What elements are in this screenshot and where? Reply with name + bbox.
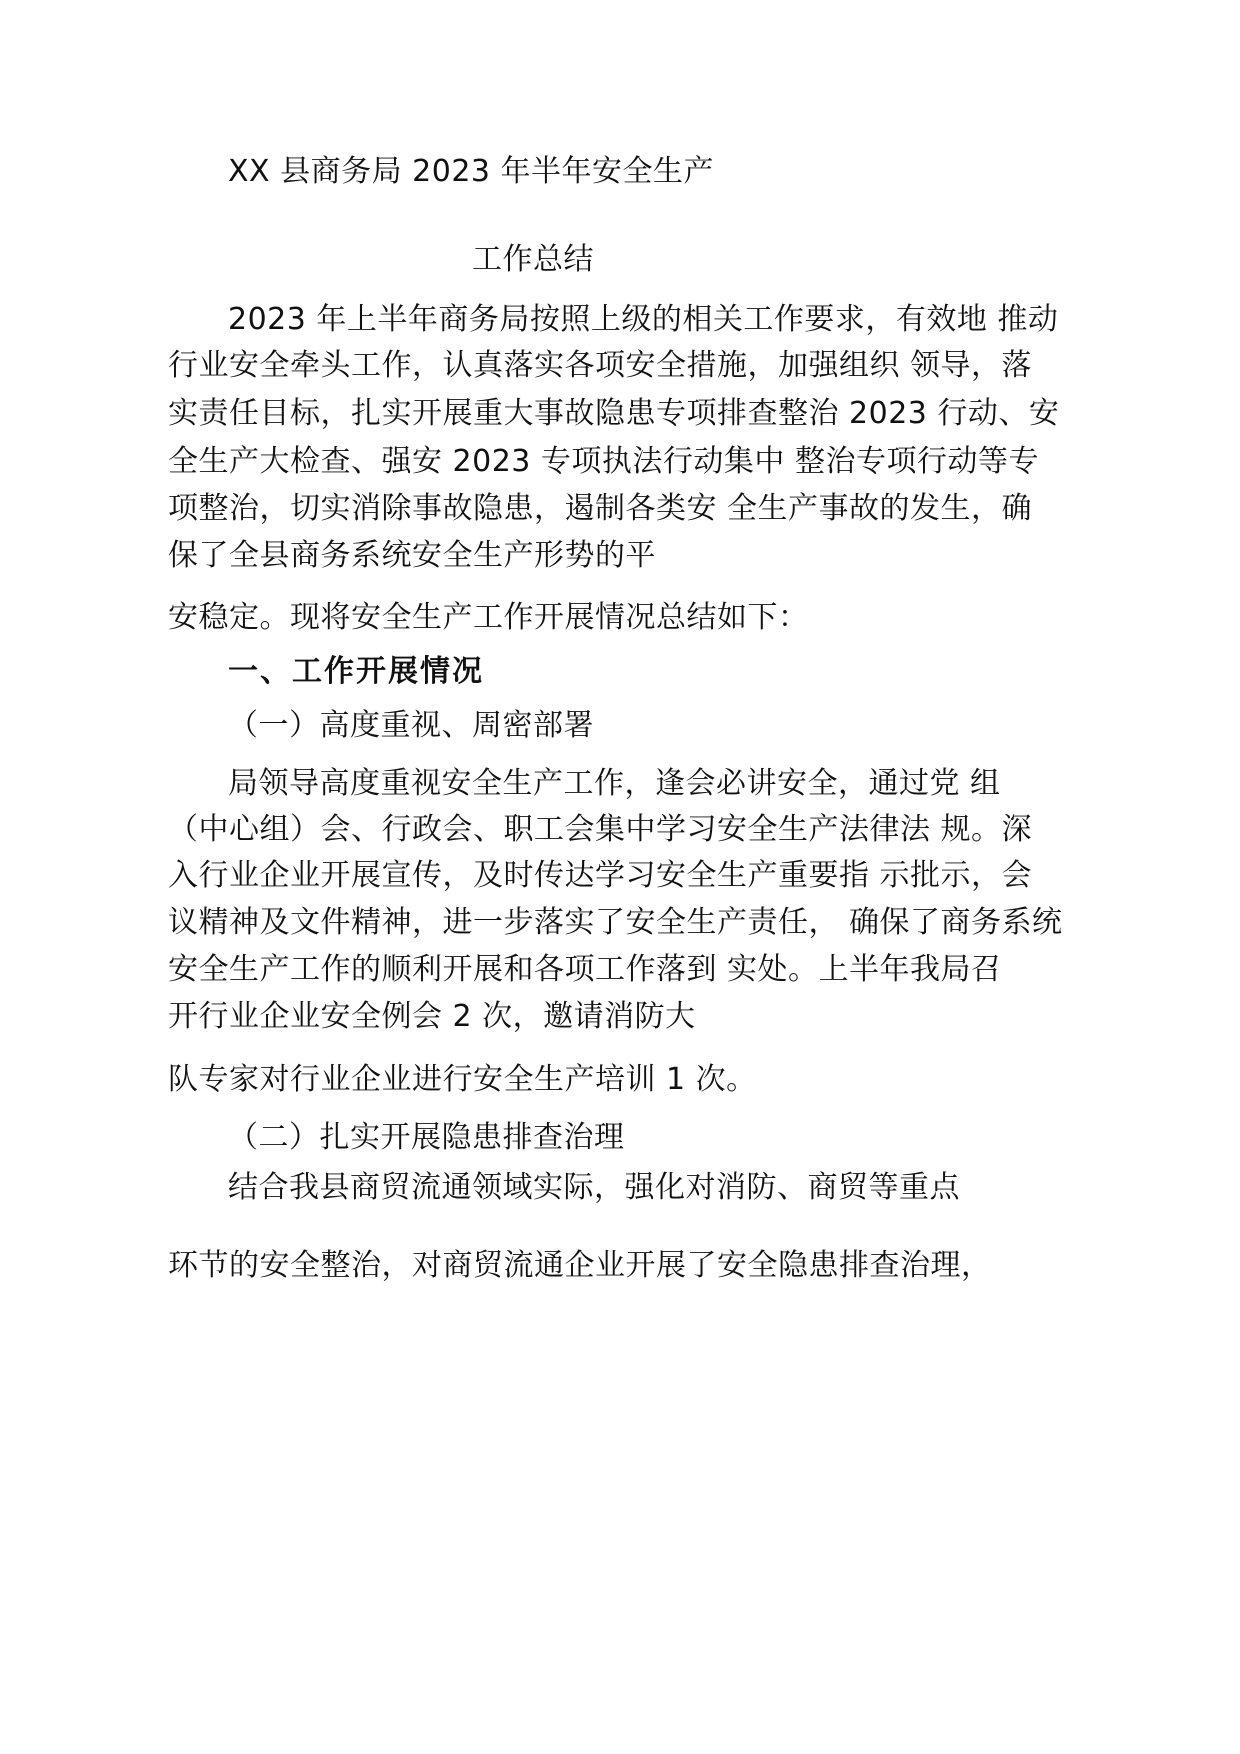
- section-heading-1: 一、工作开展情况: [228, 654, 484, 689]
- intro-line-7: 安稳定。现将安全生产工作开展情况总结如下：: [168, 600, 809, 635]
- subsection-heading-1: （一）高度重视、周密部署: [228, 708, 594, 743]
- sub1-line-5: 安全生产工作的顺利开展和各项工作落到 实处。上半年我局召: [168, 952, 1002, 987]
- sub1-line-6: 开行业企业安全例会 2 次，邀请消防大: [168, 999, 696, 1034]
- intro-line-6: 保了全县商务系统安全生产形势的平: [168, 538, 656, 573]
- sub1-line-3: 入行业企业开展宣传，及时传达学习安全生产重要指 示批示，会: [168, 858, 1033, 893]
- document-title-line-1: XX 县商务局 2023 年半年安全生产: [228, 154, 715, 189]
- sub1-line-7: 队专家对行业企业进行安全生产培训 1 次。: [168, 1062, 757, 1097]
- sub2-line-2: 环节的安全整治，对商贸流通企业开展了安全隐患排查治理，: [168, 1248, 992, 1283]
- document-title-line-2: 工作总结: [472, 242, 594, 277]
- sub1-line-4: 议精神及文件精神，进一步落实了安全生产责任， 确保了商务系统: [168, 905, 1063, 940]
- sub1-line-1: 局领导高度重视安全生产工作，逢会必讲安全，通过党 组: [228, 766, 1001, 801]
- intro-line-5: 项整治，切实消除事故隐患，遏制各类安 全生产事故的发生，确: [168, 491, 1033, 526]
- intro-line-4: 全生产大检查、强安 2023 专项执法行动集中 整治专项行动等专: [168, 444, 1039, 479]
- intro-line-1: 2023 年上半年商务局按照上级的相关工作要求，有效地 推动: [228, 302, 1059, 337]
- sub2-line-1: 结合我县商贸流通领域实际，强化对消防、商贸等重点: [228, 1170, 960, 1205]
- subsection-heading-2: （二）扎实开展隐患排查治理: [228, 1120, 625, 1155]
- sub1-line-2: （中心组）会、行政会、职工会集中学习安全生产法律法 规。深: [168, 812, 1033, 847]
- intro-line-3: 实责任目标，扎实开展重大事故隐患专项排查整治 2023 行动、安: [168, 396, 1060, 431]
- intro-line-2: 行业安全牵头工作，认真落实各项安全措施，加强组织 领导，落: [168, 348, 1033, 383]
